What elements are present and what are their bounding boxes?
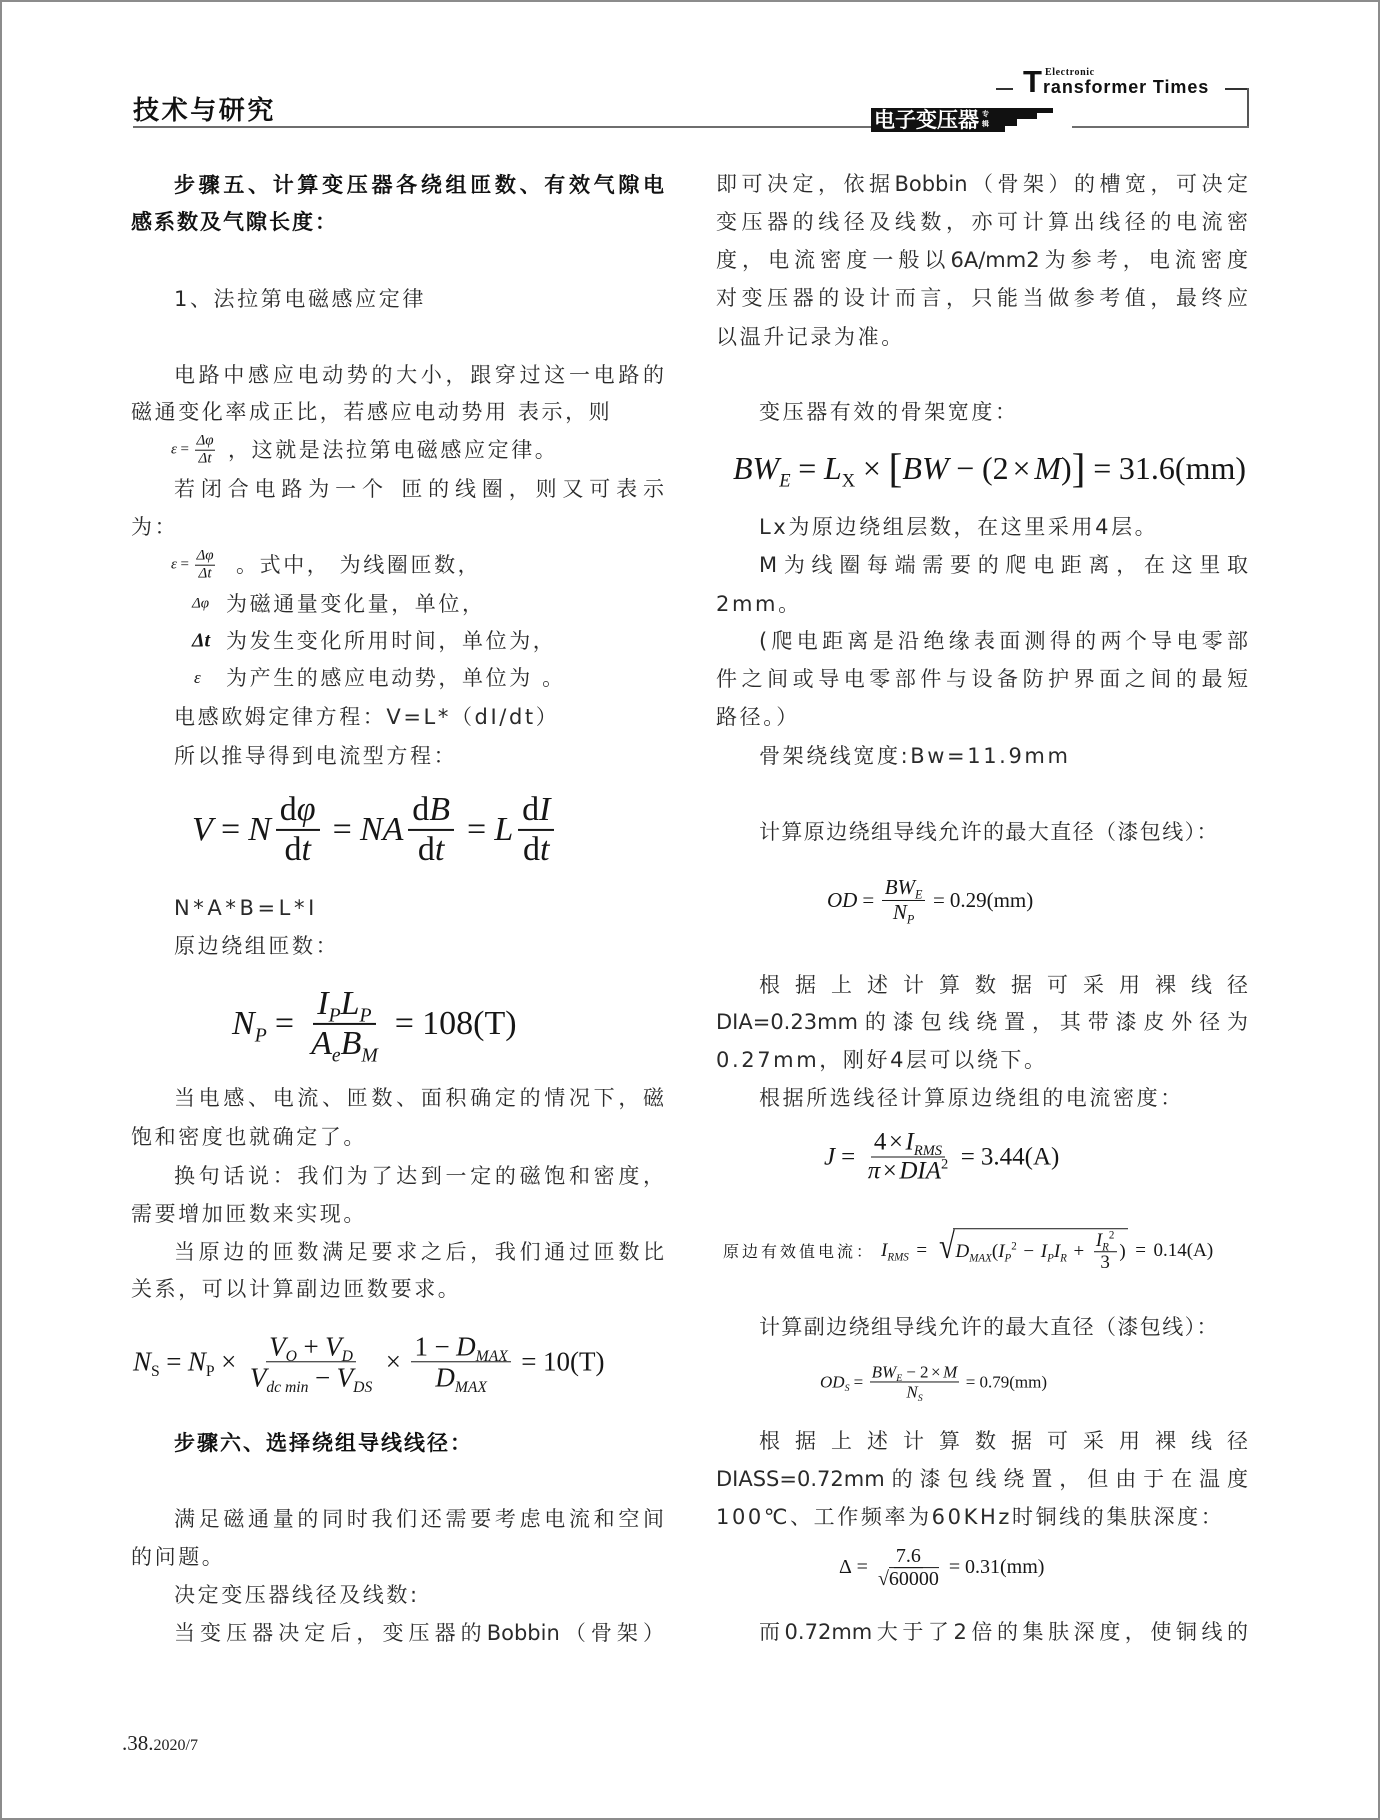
eq-denominator	[280, 831, 315, 869]
header-rule-left	[133, 126, 871, 128]
eq-symbol: V	[192, 811, 213, 848]
eq-letter: M	[943, 1362, 958, 1382]
eq-fraction	[195, 433, 216, 468]
eq-letter: A	[311, 1025, 332, 1062]
eq-letter: OD	[820, 1372, 845, 1391]
paragraph-line: 件之间或导电零部件与设备防护界面之间的最短	[716, 667, 1248, 691]
voltage-equation	[192, 791, 559, 869]
eq-label: 原边有效值电流：	[723, 1242, 876, 1262]
step5-heading-line: 步骤五、计算变压器各绕组匝数、有效气隙电	[174, 173, 664, 197]
eq-denominator	[414, 831, 449, 869]
primary-turns-equation	[232, 984, 517, 1067]
eq-result: 108(T)	[422, 1005, 517, 1042]
eq-operator: =	[862, 887, 875, 912]
eq-number: 2	[919, 1362, 929, 1382]
eq-numerator: 7.6	[894, 1545, 924, 1568]
eq-numerator	[882, 876, 925, 901]
eq-operator: =	[274, 1005, 295, 1042]
eq-fraction	[247, 1331, 376, 1397]
eq-number: 1	[414, 1331, 428, 1362]
eq-subscript: D	[341, 1348, 353, 1366]
paragraph-line: 而0.72mm大于了2倍的集肤深度，使铜线的	[759, 1620, 1248, 1644]
eq-operator: −	[956, 450, 975, 487]
eq-operator: =	[932, 887, 945, 912]
eq-operator: =	[853, 1372, 864, 1391]
eq-numerator	[411, 1331, 511, 1366]
eq-subscript: P	[906, 912, 915, 927]
eq-symbol	[733, 450, 791, 492]
paragraph-line: 计算副边绕组导线允许的最大直径（漆包线）：	[759, 1315, 1219, 1339]
paragraph-line: 饱和密度也就确定了。	[131, 1125, 367, 1149]
paragraph-line: 关系，可以计算副边匝数要求。	[131, 1277, 462, 1301]
eq-operator: ×	[931, 1362, 941, 1382]
eq-numerator: Δφ	[196, 432, 214, 449]
eq-operator: =	[180, 441, 189, 458]
eq-operator: =	[965, 1372, 976, 1391]
eq-paren: )	[1119, 1241, 1126, 1262]
eq-denominator	[876, 1569, 942, 1591]
eq-symbol: NA	[359, 811, 404, 848]
eq-square-root	[935, 1228, 1128, 1274]
eq-subscript: S	[844, 1382, 850, 1394]
paragraph-line: 2mm。	[716, 592, 802, 616]
paragraph-line: (爬电距离是沿绝缘表面测得的两个导电零部	[759, 629, 1248, 653]
paragraph-line: 原边绕组匝数：	[174, 934, 340, 958]
paragraph-line: 决定变压器线径及线数:	[174, 1583, 420, 1607]
eq-symbol: B	[429, 790, 450, 828]
eq-symbol: BW	[902, 450, 949, 487]
eq-operator: =	[960, 1143, 975, 1170]
eq-denominator	[247, 1362, 376, 1397]
eq-paren: )	[1061, 450, 1072, 487]
faraday-inline-formula	[171, 433, 217, 468]
eq-operator: =	[521, 1346, 537, 1377]
banner-logo	[871, 108, 997, 132]
definition-symbol: ε	[194, 668, 201, 687]
paragraph-line: 当变压器决定后，变压器的Bobbin（骨架）	[174, 1621, 664, 1645]
eq-letter: D	[955, 1241, 970, 1262]
eq-subscript: DS	[353, 1379, 373, 1397]
coil-inline-formula	[171, 548, 217, 583]
eq-numerator	[266, 1331, 356, 1366]
eq-numerator	[313, 985, 376, 1025]
eq-letter: BW	[871, 1362, 897, 1382]
eq-letter: N	[187, 1346, 206, 1377]
eq-letter: D	[435, 1362, 455, 1393]
eq-operator: =	[220, 811, 241, 848]
paragraph-line: 当电感、电流、匝数、面积确定的情况下，磁	[174, 1086, 664, 1110]
eq-letter: I	[317, 984, 329, 1022]
eq-subscript: R	[1060, 1252, 1067, 1265]
eq-letter: I	[1095, 1230, 1103, 1252]
eq-fraction	[882, 874, 925, 927]
eq-subscript: e	[331, 1044, 341, 1067]
eq-fraction	[307, 984, 382, 1067]
eq-symbol: N	[248, 811, 271, 848]
eq-operator: −	[1023, 1241, 1035, 1262]
eq-symbol	[187, 1346, 215, 1381]
banner-step	[997, 126, 1005, 132]
eq-letter: BW	[884, 874, 916, 899]
paragraph-line: 磁通变化率成正比，若感应电动势用 表示，则	[131, 400, 613, 424]
eq-operator: =	[798, 450, 817, 487]
eq-subscript: S	[917, 1393, 923, 1405]
banner-step	[997, 119, 1017, 126]
eq-subscript: E	[779, 470, 791, 492]
eq-operator: =	[1093, 450, 1112, 487]
eq-number: 4	[873, 1128, 887, 1156]
eq-symbol: OD	[827, 887, 858, 912]
primary-od-equation	[827, 874, 1034, 927]
eq-denominator	[904, 1382, 924, 1405]
eq-subscript: X	[841, 470, 856, 492]
eq-operator: −	[434, 1331, 450, 1362]
eq-symbol: M	[1034, 450, 1061, 487]
secondary-turns-equation	[133, 1331, 605, 1397]
paragraph-line: 为：	[131, 515, 179, 539]
eq-symbol: ε	[171, 441, 177, 458]
eq-result: 0.79(mm)	[979, 1372, 1047, 1391]
masthead-dash-left	[996, 88, 1013, 90]
eq-letter: L	[340, 984, 360, 1022]
faraday-title: 1、法拉第电磁感应定律	[174, 287, 426, 311]
definition-symbol: Δφ	[192, 595, 210, 612]
eq-subscript: MAX	[454, 1379, 487, 1397]
paragraph-line: 若闭合电路为一个 匝的线圈，则又可表示	[174, 477, 664, 501]
paragraph-line: ，这就是法拉第电磁感应定律。	[228, 438, 559, 462]
eq-subscript: P	[254, 1024, 267, 1047]
eq-denominator	[307, 1025, 382, 1067]
eq-fraction	[1094, 1230, 1117, 1274]
eq-denominator: Δt	[198, 565, 212, 582]
masthead-title: ransformer Times	[1043, 77, 1210, 97]
definition-symbol: Δt	[192, 629, 211, 652]
definition-text: 为发生变化所用时间，单位为，	[226, 629, 557, 653]
eq-letter: π	[867, 1157, 881, 1185]
eq-subscript: P	[328, 1004, 341, 1027]
eq-fraction	[876, 1545, 942, 1591]
eq-operator: =	[1135, 1240, 1146, 1261]
eq-letter: I	[998, 1241, 1005, 1262]
eq-symbol: t	[301, 831, 311, 868]
paragraph-line: 电路中感应电动势的大小，跟穿过这一电路的	[174, 363, 664, 387]
paragraph-line: 骨架绕线宽度:Bw=11.9mm	[759, 744, 1071, 768]
eq-symbol: ε	[171, 556, 177, 573]
paragraph-line: 根据上述计算数据可采用裸线径	[759, 1429, 1248, 1453]
eq-operator: =	[841, 1143, 856, 1170]
paragraph-line: 的问题。	[131, 1545, 226, 1569]
eq-letter: I	[881, 1240, 888, 1261]
eq-letter: V	[336, 1362, 354, 1393]
eq-letter: N	[892, 899, 907, 924]
radical-icon: √	[938, 1226, 955, 1267]
eq-symbol: J	[824, 1143, 836, 1170]
paragraph-line: M为线圈每端需要的爬电距离，在这里取	[759, 553, 1248, 577]
eq-subscript: RMS	[913, 1143, 943, 1159]
eq-denominator	[890, 901, 916, 925]
eq-subscript: RMS	[887, 1251, 909, 1264]
masthead-big-letter: T	[1023, 64, 1042, 99]
eq-radicand	[953, 1228, 1127, 1274]
eq-letter: N	[906, 1382, 918, 1402]
paragraph-line: 变压器有效的骨架宽度：	[759, 400, 1019, 424]
eq-bracket: ]	[1071, 445, 1086, 492]
eq-symbol	[820, 1372, 849, 1392]
paragraph-line: Lx为原边绕组层数，在这里采用4层。	[759, 515, 1159, 539]
paragraph-line: N*A*B=L*I	[174, 896, 318, 920]
eq-result: 31.6(mm)	[1118, 450, 1246, 487]
issue-date: 2020/7	[153, 1737, 198, 1754]
eq-operator: −	[906, 1362, 916, 1382]
paragraph-line: 满足磁通量的同时我们还需要考虑电流和空间	[174, 1507, 664, 1531]
eq-letter: B	[340, 1025, 362, 1062]
eq-numerator	[276, 791, 320, 831]
eq-denominator	[432, 1362, 490, 1397]
paragraph-line: 以温升记录为准。	[716, 325, 905, 349]
eq-letter: V	[249, 1362, 267, 1393]
eq-subscript: P	[205, 1363, 215, 1381]
eq-letter: L	[823, 450, 842, 487]
banner-sub-bottom: 辑	[982, 120, 989, 128]
ohm-law-line: 电感欧姆定律方程：V=L*（dI/dt）	[174, 705, 560, 729]
paragraph-line: 当原边的匝数满足要求之后，我们通过匝数比	[174, 1240, 664, 1264]
paragraph-line: 0.27mm，刚好4层可以绕下。	[716, 1048, 1048, 1072]
eq-operator: =	[180, 556, 189, 573]
eq-result: 10(T)	[543, 1346, 605, 1377]
step5-heading-line: 感系数及气隙长度：	[131, 210, 338, 234]
eq-operator: ×	[385, 1346, 402, 1377]
eq-operator: =	[916, 1240, 928, 1261]
secondary-od-equation	[820, 1362, 1047, 1405]
eq-letter: V	[269, 1331, 286, 1362]
eq-symbol: I	[539, 790, 551, 828]
eq-d: d	[522, 790, 540, 828]
masthead-bracket-vertical	[1247, 88, 1249, 128]
eq-superscript: 2	[941, 1156, 949, 1173]
eq-fraction	[408, 791, 454, 869]
eq-operator: +	[1073, 1241, 1085, 1262]
eq-paren: (	[991, 1241, 999, 1262]
eq-d: d	[412, 790, 430, 828]
paragraph-line: 换句话说：我们为了达到一定的磁饱和密度，	[174, 1164, 664, 1188]
eq-letter: DIA	[899, 1157, 942, 1185]
eq-d: d	[284, 831, 302, 868]
paragraph-line: 100℃、工作频率为60KHz时铜线的集肤深度：	[716, 1505, 1225, 1529]
eq-symbol: L	[494, 811, 514, 848]
eq-operator: ×	[888, 1128, 904, 1156]
banner-sub-top: 专	[982, 110, 989, 118]
eq-operator: ×	[882, 1157, 897, 1185]
eq-fraction	[411, 1331, 511, 1397]
eq-denominator: 3	[1100, 1252, 1110, 1274]
eq-denominator: Δt	[198, 450, 212, 467]
masthead-small-word: Electronic	[1045, 67, 1095, 78]
eq-letter: I	[1040, 1241, 1048, 1262]
paragraph-line: 。式中， 为线圈匝数，	[236, 553, 482, 577]
eq-d: d	[279, 790, 297, 828]
eq-symbol	[881, 1240, 909, 1262]
eq-subscript: P	[1047, 1252, 1054, 1265]
eq-letter: V	[325, 1331, 342, 1362]
eq-symbol: t	[434, 831, 445, 868]
eq-letter: N	[133, 1346, 152, 1377]
banner-title: 电子变压器	[874, 108, 979, 132]
eq-subscript: dc min	[266, 1379, 309, 1397]
eq-letter: BW	[733, 450, 780, 487]
eq-subscript: MAX	[475, 1348, 508, 1366]
eq-subscript: E	[896, 1373, 903, 1385]
eq-d: d	[417, 831, 435, 868]
eq-symbol: φ	[296, 790, 316, 828]
eq-fraction	[276, 791, 320, 869]
eq-operator: =	[856, 1556, 868, 1579]
eq-operator: +	[303, 1331, 319, 1362]
eq-radicand: 60000	[888, 1568, 939, 1591]
eq-paren: (	[981, 450, 993, 487]
page-footer	[122, 1731, 198, 1756]
eq-numerator	[871, 1129, 945, 1158]
eq-operator: ×	[221, 1346, 237, 1377]
eq-operator: =	[332, 811, 352, 848]
eq-numerator	[870, 1362, 960, 1385]
paragraph-line: DIASS=0.72mm的漆包线绕置，但由于在温度	[716, 1467, 1248, 1491]
current-density-equation	[824, 1129, 1059, 1186]
eq-superscript: 2	[1011, 1240, 1017, 1253]
eq-bracket: [	[888, 445, 903, 492]
eq-result: 0.29(mm)	[949, 887, 1034, 912]
eq-symbol	[823, 450, 856, 492]
eq-operator: ×	[1012, 450, 1031, 487]
eq-symbol: t	[540, 831, 550, 868]
eq-operator: =	[948, 1556, 961, 1579]
eq-subscript: R	[1102, 1241, 1109, 1254]
eq-denominator	[865, 1158, 952, 1186]
eq-fraction	[518, 791, 554, 869]
paragraph-line: 需要增加匝数来实现。	[131, 1202, 367, 1226]
header-rule-right	[1072, 126, 1249, 128]
eq-d: d	[523, 831, 541, 868]
paragraph-line: 变压器的线径及线数，亦可计算出线径的电流密	[716, 210, 1248, 234]
eq-result: 0.14(A)	[1153, 1240, 1214, 1261]
eq-result: 3.44(A)	[980, 1143, 1060, 1170]
eq-denominator	[519, 831, 554, 869]
skin-depth-equation	[839, 1545, 1044, 1591]
eq-subscript: E	[915, 887, 923, 902]
paragraph-line: DIA=0.23mm的漆包线绕置，其带漆皮外径为	[716, 1010, 1248, 1034]
eq-symbol: Δ	[839, 1556, 852, 1579]
section-title: 技术与研究	[133, 96, 277, 126]
eq-letter: N	[232, 1005, 255, 1042]
step6-heading: 步骤六、选择绕组导线线径：	[174, 1431, 473, 1455]
eq-fraction	[195, 548, 216, 583]
eq-letter: I	[905, 1128, 914, 1156]
paragraph-line: 计算原边绕组导线允许的最大直径（漆包线）：	[759, 820, 1219, 844]
paragraph-line: 所以推导得到电流型方程：	[174, 744, 458, 768]
paragraph-line: 度，电流密度一般以6A/mm2为参考，电流密度	[716, 248, 1248, 272]
eq-subscript: P	[359, 1004, 372, 1027]
eq-numerator	[408, 791, 454, 831]
effective-width-equation	[733, 445, 1246, 492]
eq-operator: =	[394, 1005, 414, 1042]
eq-fraction	[865, 1129, 952, 1186]
eq-subscript: MAX	[969, 1252, 992, 1265]
rms-current-equation	[723, 1228, 1213, 1274]
eq-symbol	[133, 1346, 160, 1381]
definition-text: 为产生的感应电动势，单位为 。	[226, 666, 566, 690]
paragraph-line: 即可决定，依据Bobbin（骨架）的槽宽，可决定	[716, 172, 1248, 196]
paragraph-line: 路径。）	[716, 705, 800, 729]
eq-symbol	[232, 1005, 267, 1047]
eq-subscript: M	[361, 1044, 378, 1067]
paragraph-line: 对变压器的设计而言，只能当做参考值，最终应	[716, 286, 1248, 310]
definition-text: 为磁通量变化量，单位，	[226, 592, 486, 616]
radical-icon: √	[877, 1568, 889, 1591]
eq-operator: =	[466, 811, 487, 848]
eq-fraction	[870, 1362, 960, 1405]
eq-subscript: O	[285, 1348, 297, 1366]
eq-number: 2	[992, 450, 1009, 487]
eq-numerator: Δφ	[196, 547, 214, 564]
paragraph-line: 根据所选线径计算原边绕组的电流密度：	[759, 1086, 1184, 1110]
eq-superscript: 2	[1108, 1229, 1115, 1242]
eq-operator: =	[166, 1346, 182, 1377]
eq-letter: D	[456, 1331, 476, 1362]
eq-operator: −	[314, 1362, 331, 1393]
eq-numerator	[518, 791, 554, 831]
eq-operator: ×	[862, 450, 881, 487]
masthead-dash-right	[1225, 88, 1249, 90]
eq-subscript: P	[1004, 1252, 1012, 1265]
eq-letter: I	[1053, 1241, 1061, 1262]
eq-subscript: S	[151, 1363, 160, 1381]
eq-result: 0.31(mm)	[964, 1556, 1045, 1579]
paragraph-line: 根据上述计算数据可采用裸线径	[759, 973, 1248, 997]
page-number: .38.	[122, 1731, 154, 1755]
eq-numerator	[1094, 1230, 1117, 1252]
